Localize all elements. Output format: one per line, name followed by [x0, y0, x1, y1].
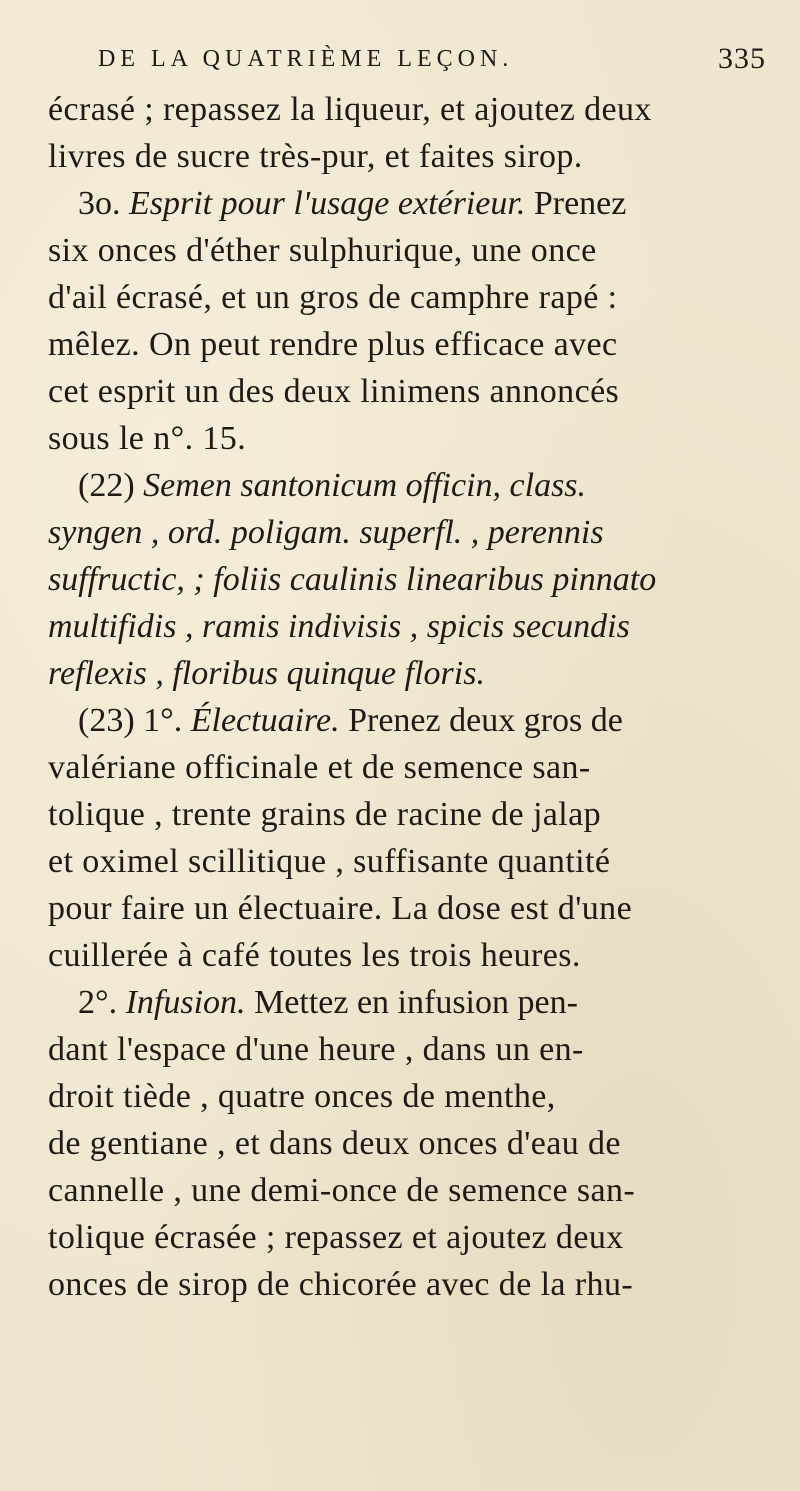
section-heading: Infusion. — [125, 984, 246, 1021]
text-line: livres de sucre très-pur, et faites sirop. — [48, 138, 583, 175]
text-line: d'ail écrasé, et un gros de camphre rapé : — [48, 279, 618, 316]
text-line: écrasé ; repassez la liqueur, et ajoutez deux — [48, 91, 652, 128]
text-line: six onces d'éther sulphurique, une once — [48, 232, 597, 269]
note-number: (23) 1°. — [78, 702, 191, 739]
text-line: tolique écrasée ; repassez et ajoutez deux — [48, 1219, 624, 1256]
line-text: Mettez en infusion pen- — [245, 984, 578, 1021]
text-line: multifidis , ramis indivisis , spicis secundis — [48, 608, 630, 645]
text-line: syngen , ord. poligam. superfl. , perennis — [48, 514, 604, 551]
text-line: droit tiède , quatre onces de menthe, — [48, 1078, 556, 1115]
text-line — [48, 979, 768, 1026]
section-number: 2°. — [78, 984, 126, 1021]
text-line — [48, 697, 768, 744]
text-line: tolique , trente grains de racine de jalap — [48, 796, 602, 833]
text-line: et oximel scillitique , suffisante quantité — [48, 843, 611, 880]
text-line: cannelle , une demi-once de semence san- — [48, 1172, 636, 1209]
book-page — [48, 40, 768, 1308]
text-line: cet esprit un des deux linimens annoncés — [48, 373, 620, 410]
text-line: valériane officinale et de semence san- — [48, 749, 591, 786]
text-line: cuillerée à café toutes les trois heures. — [48, 937, 581, 974]
line-text: Prenez — [525, 185, 627, 222]
text-line — [48, 462, 768, 509]
running-head — [48, 40, 768, 86]
text-line: mêlez. On peut rendre plus efficace avec — [48, 326, 618, 363]
text-line: de gentiane , et dans deux onces d'eau de — [48, 1125, 621, 1162]
running-title: DE LA QUATRIÈME LEÇON. — [98, 46, 514, 72]
text-line — [48, 180, 768, 227]
page-number: 335 — [718, 42, 766, 75]
section-heading: Électuaire. — [190, 702, 340, 739]
section-heading: Esprit pour l'usage extérieur. — [129, 185, 526, 222]
section-number: 3o. — [78, 185, 129, 222]
text-line: dant l'espace d'une heure , dans un en- — [48, 1031, 584, 1068]
text-line: sous le n°. 15. — [48, 420, 247, 457]
text-line: pour faire un électuaire. La dose est d'une — [48, 890, 633, 927]
latin-text: Semen santonicum officin, class. — [143, 467, 587, 504]
body-text — [48, 86, 768, 1308]
text-line: onces de sirop de chicorée avec de la rhu- — [48, 1266, 634, 1303]
note-number: (22) — [78, 467, 144, 504]
line-text: Prenez deux gros de — [339, 702, 623, 739]
text-line: reflexis , floribus quinque floris. — [48, 655, 485, 692]
text-line: suffructic, ; foliis caulinis linearibus pinnato — [48, 561, 657, 598]
